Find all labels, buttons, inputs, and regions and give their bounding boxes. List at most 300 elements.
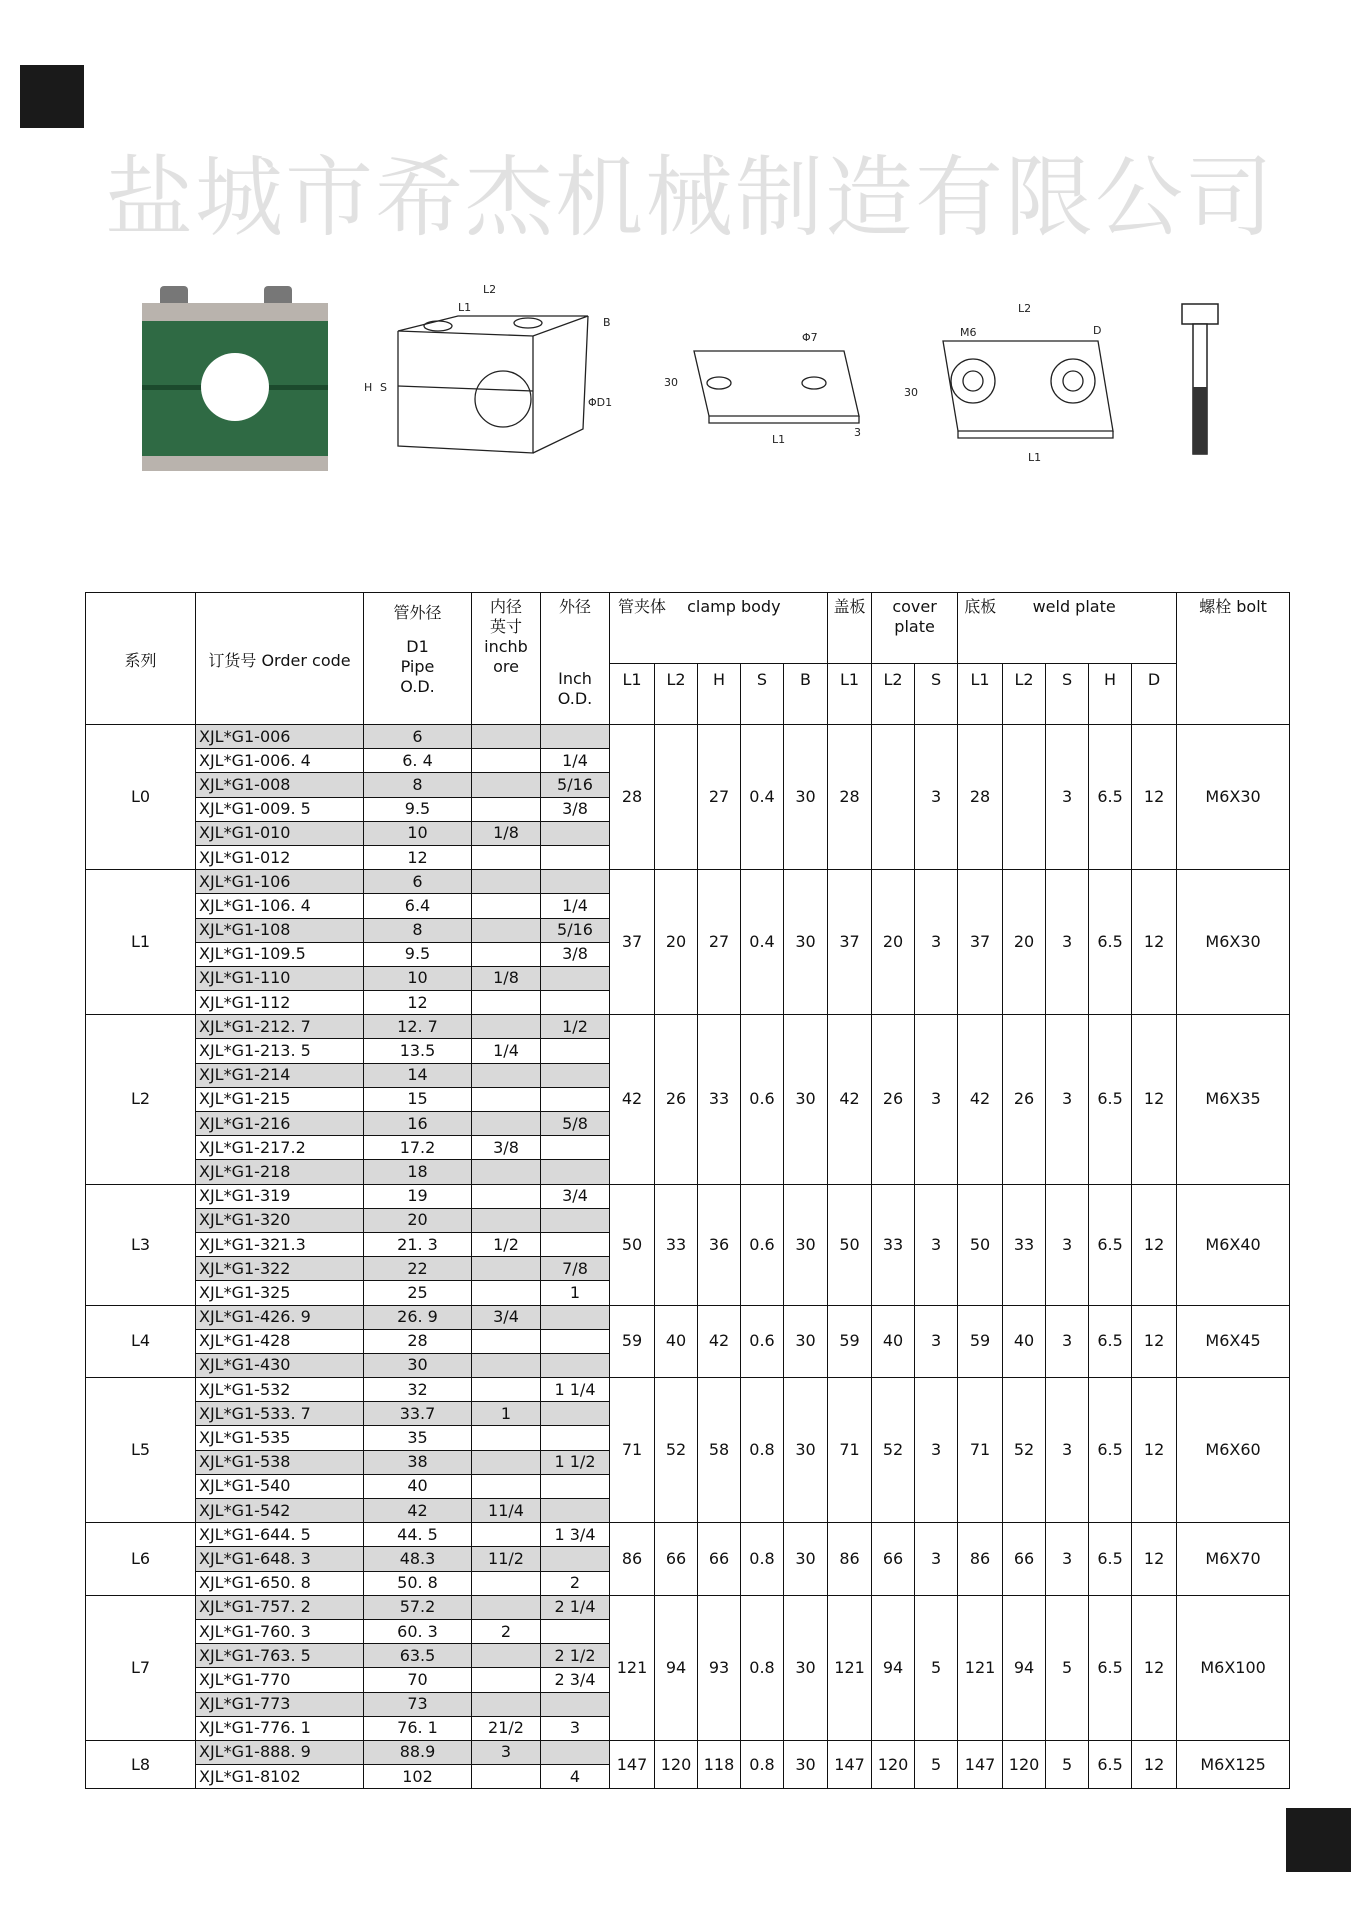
od-mm-cell: 76. 1 — [364, 1716, 472, 1740]
code-cell: XJL*G1-760. 3 — [196, 1619, 364, 1643]
dimension-cell: 6.5 — [1089, 1184, 1132, 1305]
header-sub-s: S — [1046, 664, 1089, 725]
series-cell: L2 — [86, 1015, 196, 1184]
inch-od-cell: 7/8 — [541, 1257, 610, 1281]
dimension-cell: 33 — [872, 1184, 915, 1305]
code-cell: XJL*G1-106. 4 — [196, 894, 364, 918]
dimension-cell: 30 — [784, 1015, 828, 1184]
dimension-cell: 30 — [784, 725, 828, 870]
od-mm-cell: 8 — [364, 773, 472, 797]
bolt-cell: M6X35 — [1177, 1015, 1290, 1184]
code-cell: XJL*G1-430 — [196, 1353, 364, 1377]
inch-bore-cell — [472, 1208, 541, 1232]
header-sub-l2: L2 — [872, 664, 915, 725]
dimension-cell: 12 — [1132, 725, 1177, 870]
dimension-cell: 93 — [698, 1595, 741, 1740]
od-mm-cell: 19 — [364, 1184, 472, 1208]
table-row — [86, 1015, 1290, 1039]
dimension-cell: 94 — [1003, 1595, 1046, 1740]
inch-bore-cell — [472, 1112, 541, 1136]
header-cover-en: cover plate — [872, 593, 958, 664]
dimension-cell: 5 — [915, 1740, 958, 1788]
od-mm-cell: 33.7 — [364, 1402, 472, 1426]
code-cell: XJL*G1-426. 9 — [196, 1305, 364, 1329]
dimension-cell: 3 — [1046, 870, 1089, 1015]
od-mm-cell: 30 — [364, 1353, 472, 1377]
dimension-cell: 12 — [1132, 1184, 1177, 1305]
inch-bore-cell — [472, 1015, 541, 1039]
dimension-cell: 6.5 — [1089, 1595, 1132, 1740]
dimension-cell: 6.5 — [1089, 1740, 1132, 1788]
inch-bore-cell — [472, 1450, 541, 1474]
series-cell: L6 — [86, 1523, 196, 1596]
od-mm-cell: 12 — [364, 991, 472, 1015]
bolt-drawing — [1178, 302, 1222, 460]
code-cell: XJL*G1-648. 3 — [196, 1547, 364, 1571]
corner-block-top-left — [20, 65, 84, 128]
code-cell: XJL*G1-644. 5 — [196, 1523, 364, 1547]
corner-block-bottom-right — [1286, 1808, 1351, 1872]
inch-od-cell — [541, 1329, 610, 1353]
table-row — [86, 1378, 1290, 1402]
code-cell: XJL*G1-540 — [196, 1474, 364, 1498]
dimension-cell: 37 — [958, 870, 1003, 1015]
dimension-cell: 40 — [655, 1305, 698, 1378]
inch-bore-cell — [472, 1523, 541, 1547]
bolt-cell: M6X30 — [1177, 725, 1290, 870]
inch-bore-cell — [472, 749, 541, 773]
od-mm-cell: 13.5 — [364, 1039, 472, 1063]
code-cell: XJL*G1-888. 9 — [196, 1740, 364, 1764]
code-cell: XJL*G1-106 — [196, 870, 364, 894]
dim-label: S — [380, 381, 387, 394]
od-mm-cell: 12 — [364, 845, 472, 869]
dimension-cell: 27 — [698, 870, 741, 1015]
dimension-cell: 121 — [828, 1595, 872, 1740]
inch-bore-cell — [472, 991, 541, 1015]
table-row — [86, 1595, 1290, 1619]
inch-od-cell — [541, 1499, 610, 1523]
dimension-cell: 120 — [655, 1740, 698, 1788]
dimension-cell: 120 — [872, 1740, 915, 1788]
inch-od-cell — [541, 1039, 610, 1063]
dimension-cell: 0.6 — [741, 1184, 784, 1305]
inch-od-cell — [541, 1353, 610, 1377]
dimension-cell: 33 — [698, 1015, 741, 1184]
dimension-cell: 33 — [1003, 1184, 1046, 1305]
od-mm-cell: 10 — [364, 821, 472, 845]
inch-od-cell — [541, 1547, 610, 1571]
dimension-cell: 50 — [958, 1184, 1003, 1305]
inch-bore-cell — [472, 1063, 541, 1087]
header-line: Pipe — [400, 657, 435, 676]
dimension-cell: 5 — [1046, 1740, 1089, 1788]
inch-bore-cell: 3/8 — [472, 1136, 541, 1160]
inch-od-cell — [541, 1136, 610, 1160]
od-mm-cell: 6. 4 — [364, 749, 472, 773]
inch-bore-cell: 11/4 — [472, 1499, 541, 1523]
od-mm-cell: 48.3 — [364, 1547, 472, 1571]
inch-bore-cell — [472, 1668, 541, 1692]
inch-od-cell: 1 1/4 — [541, 1378, 610, 1402]
code-cell: XJL*G1-108 — [196, 918, 364, 942]
header-order-code: 订货号 Order code — [196, 593, 364, 725]
code-cell: XJL*G1-538 — [196, 1450, 364, 1474]
inch-od-cell: 2 1/2 — [541, 1644, 610, 1668]
bolt-cell: M6X70 — [1177, 1523, 1290, 1596]
inch-od-cell — [541, 1305, 610, 1329]
code-cell: XJL*G1-770 — [196, 1668, 364, 1692]
code-cell: XJL*G1-216 — [196, 1112, 364, 1136]
code-cell: XJL*G1-542 — [196, 1499, 364, 1523]
code-cell: XJL*G1-109.5 — [196, 942, 364, 966]
dimension-cell: 3 — [915, 1378, 958, 1523]
dimension-cell: 94 — [655, 1595, 698, 1740]
dimension-cell: 37 — [828, 870, 872, 1015]
series-cell: L8 — [86, 1740, 196, 1788]
dimension-cell: 3 — [915, 725, 958, 870]
dimension-cell: 6.5 — [1089, 725, 1132, 870]
dimension-cell: 26 — [655, 1015, 698, 1184]
inch-od-cell: 5/8 — [541, 1112, 610, 1136]
od-mm-cell: 9.5 — [364, 942, 472, 966]
dimension-cell: 52 — [655, 1378, 698, 1523]
header-sub-l2: L2 — [1003, 664, 1046, 725]
dimension-cell: 71 — [610, 1378, 655, 1523]
dimension-cell: 30 — [784, 1378, 828, 1523]
inch-bore-cell — [472, 1644, 541, 1668]
header-sub-l2: L2 — [655, 664, 698, 725]
od-mm-cell: 10 — [364, 966, 472, 990]
inch-bore-cell — [472, 1426, 541, 1450]
code-cell: XJL*G1-319 — [196, 1184, 364, 1208]
header-line: 内径 — [489, 597, 522, 616]
inch-od-cell — [541, 1087, 610, 1111]
inch-od-cell: 5/16 — [541, 773, 610, 797]
dimension-cell: 3 — [1046, 1378, 1089, 1523]
dimension-cell: 59 — [610, 1305, 655, 1378]
dimension-cell: 12 — [1132, 1740, 1177, 1788]
table-row — [86, 1523, 1290, 1547]
od-mm-cell: 12. 7 — [364, 1015, 472, 1039]
series-cell: L0 — [86, 725, 196, 870]
dim-label: L1 — [772, 433, 786, 446]
dimension-cell: 147 — [958, 1740, 1003, 1788]
code-cell: XJL*G1-757. 2 — [196, 1595, 364, 1619]
inch-od-cell: 1/4 — [541, 749, 610, 773]
dimension-cell: 30 — [784, 1740, 828, 1788]
code-cell: XJL*G1-006. 4 — [196, 749, 364, 773]
code-cell: XJL*G1-533. 7 — [196, 1402, 364, 1426]
specification-table — [85, 592, 1290, 1789]
code-cell: XJL*G1-322 — [196, 1257, 364, 1281]
code-cell: XJL*G1-012 — [196, 845, 364, 869]
code-cell: XJL*G1-212. 7 — [196, 1015, 364, 1039]
od-mm-cell: 16 — [364, 1112, 472, 1136]
od-mm-cell: 20 — [364, 1208, 472, 1232]
inch-bore-cell: 1/8 — [472, 821, 541, 845]
header-line: inchb — [484, 637, 528, 656]
header-sub-d: D — [1132, 664, 1177, 725]
code-cell: XJL*G1-776. 1 — [196, 1716, 364, 1740]
inch-bore-cell — [472, 1184, 541, 1208]
inch-od-cell: 3 — [541, 1716, 610, 1740]
inch-od-cell — [541, 1474, 610, 1498]
clamp-photo — [142, 281, 328, 471]
inch-bore-cell — [472, 1692, 541, 1716]
dimension-cell: 42 — [958, 1015, 1003, 1184]
code-cell: XJL*G1-010 — [196, 821, 364, 845]
inch-od-cell — [541, 991, 610, 1015]
od-mm-cell: 26. 9 — [364, 1305, 472, 1329]
code-cell: XJL*G1-218 — [196, 1160, 364, 1184]
header-sub-l1: L1 — [828, 664, 872, 725]
dimension-cell: 12 — [1132, 870, 1177, 1015]
dimension-cell: 26 — [872, 1015, 915, 1184]
dim-label: Φ7 — [802, 331, 818, 344]
inch-od-cell: 4 — [541, 1765, 610, 1789]
header-pipe-od — [364, 593, 472, 725]
od-mm-cell: 63.5 — [364, 1644, 472, 1668]
inch-bore-cell: 11/2 — [472, 1547, 541, 1571]
dimension-cell: 52 — [1003, 1378, 1046, 1523]
header-sub-h: H — [1089, 664, 1132, 725]
header-line: 管外径 — [393, 603, 442, 622]
code-cell: XJL*G1-217.2 — [196, 1136, 364, 1160]
dimension-cell: 147 — [610, 1740, 655, 1788]
header-line: O.D. — [557, 689, 593, 708]
dimension-cell: 0.8 — [741, 1523, 784, 1596]
code-cell: XJL*G1-215 — [196, 1087, 364, 1111]
code-cell: XJL*G1-009. 5 — [196, 797, 364, 821]
series-cell: L1 — [86, 870, 196, 1015]
od-mm-cell: 73 — [364, 1692, 472, 1716]
dimension-cell: 30 — [784, 870, 828, 1015]
dim-label: B — [603, 316, 611, 329]
inch-od-cell — [541, 966, 610, 990]
table-row — [86, 870, 1290, 894]
code-cell: XJL*G1-763. 5 — [196, 1644, 364, 1668]
inch-bore-cell — [472, 773, 541, 797]
dimension-cell: 6.5 — [1089, 1305, 1132, 1378]
dimension-cell: 3 — [1046, 1184, 1089, 1305]
inch-bore-cell — [472, 1353, 541, 1377]
dimension-cell: 66 — [1003, 1523, 1046, 1596]
dimension-cell: 28 — [828, 725, 872, 870]
code-cell: XJL*G1-110 — [196, 966, 364, 990]
dimension-cell: 0.4 — [741, 870, 784, 1015]
inch-bore-cell — [472, 1087, 541, 1111]
dimension-cell: 20 — [655, 870, 698, 1015]
dimension-cell: 3 — [1046, 1015, 1089, 1184]
dimension-cell: 28 — [958, 725, 1003, 870]
header-sub-l1: L1 — [958, 664, 1003, 725]
dim-label: 30 — [904, 386, 918, 399]
inch-od-cell: 3/4 — [541, 1184, 610, 1208]
dimension-cell: 42 — [828, 1015, 872, 1184]
od-mm-cell: 6 — [364, 870, 472, 894]
dimension-cell: 3 — [915, 1523, 958, 1596]
inch-bore-cell: 1/4 — [472, 1039, 541, 1063]
dimension-cell: 28 — [610, 725, 655, 870]
inch-bore-cell — [472, 894, 541, 918]
inch-od-cell — [541, 870, 610, 894]
inch-bore-cell: 1 — [472, 1402, 541, 1426]
code-cell: XJL*G1-650. 8 — [196, 1571, 364, 1595]
header-line: Inch — [558, 669, 592, 688]
od-mm-cell: 14 — [364, 1063, 472, 1087]
dimension-cell: 118 — [698, 1740, 741, 1788]
dimension-cell: 12 — [1132, 1305, 1177, 1378]
inch-od-cell — [541, 1692, 610, 1716]
od-mm-cell: 50. 8 — [364, 1571, 472, 1595]
dimension-cell: 42 — [698, 1305, 741, 1378]
header-sub-s: S — [741, 664, 784, 725]
inch-bore-cell — [472, 1595, 541, 1619]
od-mm-cell: 6.4 — [364, 894, 472, 918]
inch-od-cell — [541, 1208, 610, 1232]
inch-od-cell: 1/4 — [541, 894, 610, 918]
series-cell: L7 — [86, 1595, 196, 1740]
header-line: O.D. — [400, 677, 435, 696]
od-mm-cell: 21. 3 — [364, 1232, 472, 1256]
inch-od-cell — [541, 1160, 610, 1184]
inch-od-cell: 2 — [541, 1571, 610, 1595]
cover-plate-drawing — [654, 321, 866, 451]
dimension-cell: 59 — [828, 1305, 872, 1378]
dim-label: 3 — [854, 426, 861, 439]
code-cell: XJL*G1-535 — [196, 1426, 364, 1450]
inch-bore-cell — [472, 845, 541, 869]
code-cell: XJL*G1-773 — [196, 1692, 364, 1716]
dim-label: L1 — [458, 301, 472, 314]
dim-label: M6 — [960, 326, 977, 339]
dim-label: D — [1093, 324, 1102, 337]
dimension-cell: 52 — [872, 1378, 915, 1523]
inch-bore-cell — [472, 918, 541, 942]
dim-label: ΦD1 — [588, 396, 613, 409]
dimension-cell: 147 — [828, 1740, 872, 1788]
inch-od-cell — [541, 845, 610, 869]
dimension-cell — [1003, 725, 1046, 870]
header-sub-b: B — [784, 664, 828, 725]
inch-od-cell: 1 3/4 — [541, 1523, 610, 1547]
dimension-cell: 5 — [1046, 1595, 1089, 1740]
inch-bore-cell — [472, 1378, 541, 1402]
dimension-cell: 20 — [1003, 870, 1046, 1015]
inch-bore-cell — [472, 1281, 541, 1305]
header-sub-l1: L1 — [610, 664, 655, 725]
inch-bore-cell: 3 — [472, 1740, 541, 1764]
series-cell: L3 — [86, 1184, 196, 1305]
series-cell: L4 — [86, 1305, 196, 1378]
inch-od-cell — [541, 725, 610, 749]
od-mm-cell: 18 — [364, 1160, 472, 1184]
dimension-cell: 3 — [1046, 725, 1089, 870]
code-cell: XJL*G1-325 — [196, 1281, 364, 1305]
inch-od-cell: 1 — [541, 1281, 610, 1305]
od-mm-cell: 38 — [364, 1450, 472, 1474]
inch-bore-cell — [472, 725, 541, 749]
code-cell: XJL*G1-213. 5 — [196, 1039, 364, 1063]
header-bolt: 螺栓 bolt — [1177, 593, 1290, 725]
dimension-cell: 30 — [784, 1184, 828, 1305]
dimension-cell: 66 — [872, 1523, 915, 1596]
od-mm-cell: 40 — [364, 1474, 472, 1498]
code-cell: XJL*G1-321.3 — [196, 1232, 364, 1256]
bolt-cell: M6X40 — [1177, 1184, 1290, 1305]
dimension-cell: 30 — [784, 1305, 828, 1378]
od-mm-cell: 32 — [364, 1378, 472, 1402]
header-line: 外径 — [558, 597, 591, 616]
od-mm-cell: 60. 3 — [364, 1619, 472, 1643]
dimension-cell: 12 — [1132, 1015, 1177, 1184]
header-line: 英寸 — [489, 617, 522, 636]
dimension-cell: 26 — [1003, 1015, 1046, 1184]
dimension-cell: 121 — [958, 1595, 1003, 1740]
dimension-cell: 71 — [958, 1378, 1003, 1523]
inch-bore-cell: 21/2 — [472, 1716, 541, 1740]
inch-bore-cell: 2 — [472, 1619, 541, 1643]
dimension-cell: 5 — [915, 1595, 958, 1740]
inch-od-cell: 3/8 — [541, 797, 610, 821]
dimension-cell: 66 — [655, 1523, 698, 1596]
dimension-cell — [655, 725, 698, 870]
header-sub-h: H — [698, 664, 741, 725]
clamp-iso-drawing — [358, 281, 638, 461]
od-mm-cell: 57.2 — [364, 1595, 472, 1619]
bolt-cell: M6X60 — [1177, 1378, 1290, 1523]
header-clamp-body: 管夹体 clamp body — [610, 593, 828, 664]
dimension-cell: 6.5 — [1089, 1378, 1132, 1523]
header-weld-en: weld plate — [1003, 593, 1177, 664]
inch-od-cell — [541, 821, 610, 845]
inch-od-cell: 2 3/4 — [541, 1668, 610, 1692]
dimension-cell: 6.5 — [1089, 1015, 1132, 1184]
dim-label: 30 — [664, 376, 678, 389]
dimension-cell: 0.8 — [741, 1740, 784, 1788]
dimension-cell: 120 — [1003, 1740, 1046, 1788]
dimension-cell: 12 — [1132, 1378, 1177, 1523]
inch-bore-cell — [472, 1765, 541, 1789]
dimension-cell: 30 — [784, 1523, 828, 1596]
dimension-cell: 94 — [872, 1595, 915, 1740]
dimension-cell: 58 — [698, 1378, 741, 1523]
bolt-cell: M6X100 — [1177, 1595, 1290, 1740]
od-mm-cell: 15 — [364, 1087, 472, 1111]
dimension-cell: 86 — [958, 1523, 1003, 1596]
code-cell: XJL*G1-8102 — [196, 1765, 364, 1789]
dim-label: L2 — [1018, 302, 1032, 315]
table-row — [86, 1305, 1290, 1329]
dimension-cell: 12 — [1132, 1595, 1177, 1740]
weld-plate-drawing — [898, 296, 1126, 476]
dimension-cell: 3 — [915, 870, 958, 1015]
dimension-cell: 3 — [1046, 1523, 1089, 1596]
dimension-cell: 27 — [698, 725, 741, 870]
od-mm-cell: 25 — [364, 1281, 472, 1305]
inch-bore-cell — [472, 1329, 541, 1353]
inch-bore-cell: 1/2 — [472, 1232, 541, 1256]
inch-od-cell — [541, 1402, 610, 1426]
dimension-cell: 66 — [698, 1523, 741, 1596]
inch-od-cell: 1/2 — [541, 1015, 610, 1039]
bolt-cell: M6X30 — [1177, 870, 1290, 1015]
bolt-cell: M6X125 — [1177, 1740, 1290, 1788]
inch-bore-cell — [472, 797, 541, 821]
dimension-cell: 86 — [610, 1523, 655, 1596]
inch-bore-cell — [472, 1474, 541, 1498]
